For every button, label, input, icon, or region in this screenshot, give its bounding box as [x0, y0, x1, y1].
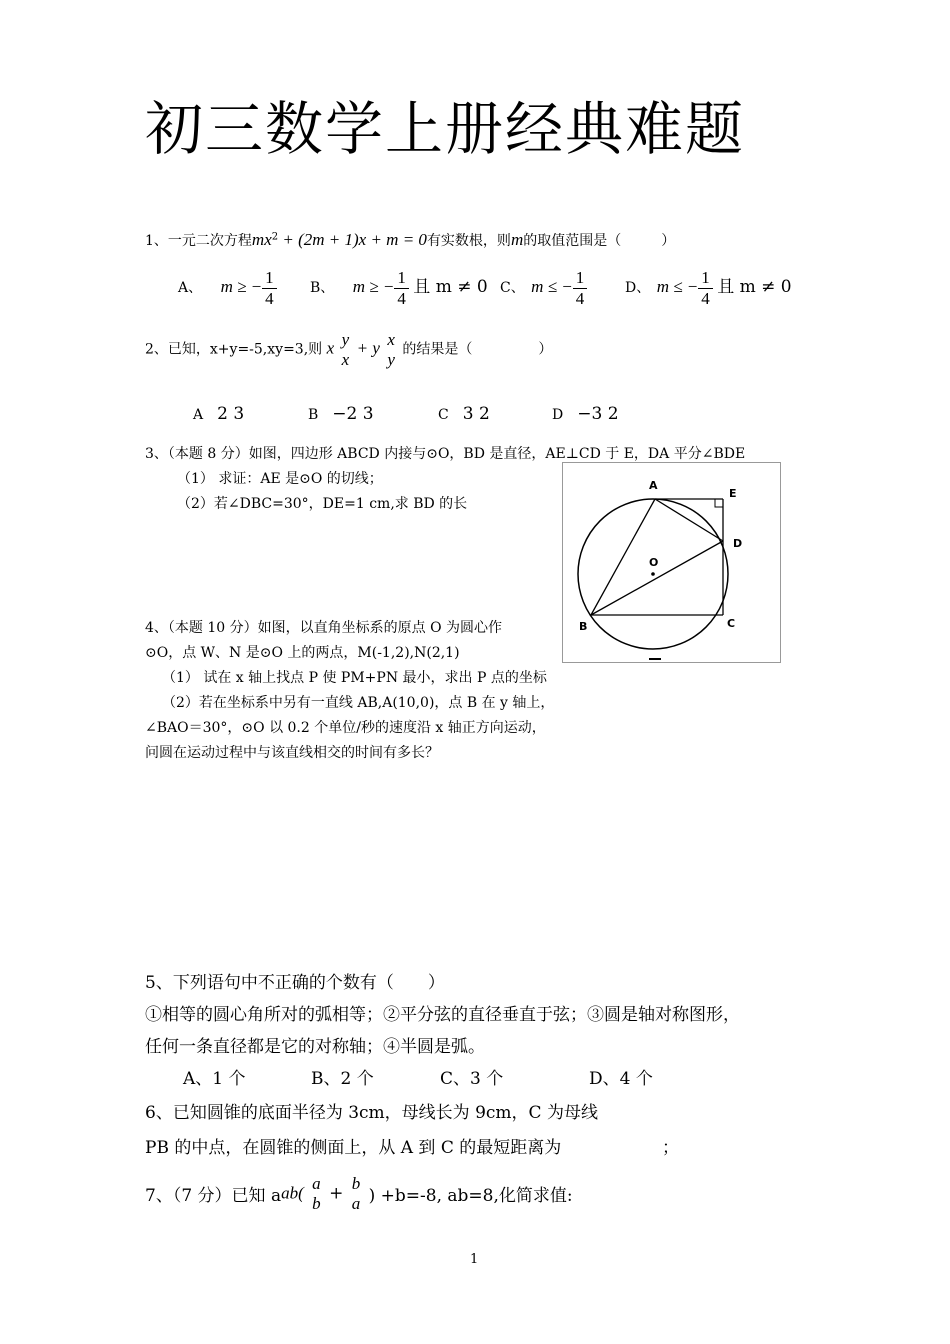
q1-opt-b-frac	[394, 268, 409, 308]
q1-opt-a-label: A、	[178, 280, 203, 297]
q2-frac1-num: y	[341, 330, 350, 349]
q2-frac2-den: y	[387, 349, 395, 369]
q1-eq-b: + (2m + 1)x + m = 0	[278, 230, 427, 249]
q1-opt-b-num: 1	[394, 268, 409, 289]
q1-opt-c-expr: m ≤ −	[531, 277, 573, 297]
q2-opt-b-label: B	[308, 407, 319, 423]
page-number: 1	[470, 1252, 479, 1267]
q7-frac2	[349, 1174, 364, 1213]
question-7	[145, 1174, 573, 1213]
page-title: 初三数学上册经典难题	[145, 95, 746, 163]
q1-eq-sup: 2	[271, 231, 279, 243]
q1-opt-c-frac	[573, 268, 588, 308]
circle-diagram	[563, 463, 780, 662]
q2-opt-d-label: D	[552, 407, 564, 423]
q1-option-b	[310, 268, 488, 308]
q4-line3: （1） 试在 x 轴上找点 P 使 PM+PN 最小，求出 P 点的坐标	[162, 670, 547, 686]
q2-x: x	[326, 338, 335, 358]
q2-opt-a-label: A	[193, 407, 204, 423]
q2-frac1	[339, 330, 353, 369]
label-e: E	[729, 487, 737, 500]
q2-prefix: 2、已知，x+y=-5,xy=3,则	[145, 341, 323, 358]
q1-option-d	[625, 268, 792, 308]
label-c: C	[727, 617, 736, 630]
q5-line2: ①相等的圆心角所对的弧相等；②平分弦的直径垂直于弦；③圆是轴对称图形，	[145, 1005, 740, 1025]
q1-opt-d-den: 4	[701, 288, 710, 308]
q1-opt-a-expr: m ≥ −	[220, 277, 263, 297]
q2-opt-a-value: 2 3	[217, 404, 245, 424]
q7-plus: +	[329, 1183, 344, 1204]
question-2	[145, 330, 552, 369]
q2-option-c	[438, 404, 490, 424]
q1-opt-d-extra: 且 m ≠ 0	[717, 277, 792, 298]
q6-line1: 6、已知圆锥的底面半径为 3cm，母线长为 9cm，C 为母线	[145, 1103, 598, 1123]
q2-frac1-den: x	[341, 349, 350, 369]
q3-line2: （1） 求证：AE 是⊙O 的切线；	[177, 471, 383, 487]
q2-option-a	[193, 404, 244, 424]
q2-opt-c-label: C	[438, 407, 449, 423]
q1-eq-a: mx	[251, 230, 272, 249]
q2-plus: + y	[356, 338, 380, 358]
geometry-figure	[562, 462, 781, 663]
q1-opt-d-num: 1	[698, 268, 713, 289]
q2-frac2-num: x	[387, 330, 395, 349]
q2-opt-b-value: −2 3	[332, 404, 374, 424]
q7-prefix: 7、（7 分）已知 a	[145, 1186, 282, 1207]
q2-option-b	[308, 404, 374, 424]
q1-close: ）	[661, 233, 676, 249]
q1-option-a	[178, 268, 277, 308]
q2-option-d	[552, 404, 619, 424]
q7-frac1-num: a	[312, 1174, 321, 1193]
q6-line2: PB 的中点，在圆锥的侧面上，从 A 到 C 的最短距离为	[145, 1138, 562, 1158]
q1-suffix: 有实数根，则	[426, 233, 511, 249]
center-dot	[651, 572, 655, 576]
right-angle-mark	[715, 499, 723, 507]
q7-frac1-den: b	[312, 1193, 321, 1213]
q1-opt-b-den: 4	[397, 288, 406, 308]
q1-opt-b-label: B、	[310, 280, 335, 297]
q1-suffix2: 的取值范围是（	[523, 233, 622, 249]
q1-prefix: 1、一元二次方程	[145, 233, 252, 249]
label-b: B	[579, 620, 588, 633]
label-o: O	[649, 556, 659, 569]
q1-opt-b-extra: 且 m ≠ 0	[413, 277, 488, 298]
q4-line6: 问圆在运动过程中与该直线相交的时间有多长？	[145, 745, 439, 761]
q2-frac2	[384, 330, 398, 369]
q7-frac2-den: a	[351, 1193, 361, 1213]
q5-line1: 5、下列语句中不正确的个数有（ ）	[145, 973, 445, 993]
question-1	[145, 230, 675, 250]
q1-opt-c-den: 4	[575, 288, 585, 308]
q3-line1: 3、（本题 8 分）如图，四边形 ABCD 内接与⊙O，BD 是直径，AE⊥CD 于 E，DA 平分∠BDE	[145, 446, 746, 462]
q7-suffix: ) +b=-8, ab=8,化简求值:	[368, 1186, 573, 1207]
q7-frac2-num: b	[351, 1174, 361, 1193]
q2-close: ）	[538, 341, 553, 358]
label-a: A	[649, 479, 658, 492]
q6-end: ；	[662, 1138, 679, 1158]
q4-line5: ∠BAO＝30°，⊙O 以 0.2 个单位/秒的速度沿 x 轴正方向运动，	[145, 720, 546, 736]
q1-opt-c-label: C、	[500, 280, 525, 297]
q1-var: m	[510, 230, 524, 249]
q7-ab: ab(	[281, 1183, 304, 1203]
q5-option-c: C、3 个	[440, 1069, 504, 1089]
q1-opt-c-num: 1	[573, 268, 588, 289]
q3-line3: （2）若∠DBC=30°，DE=1 cm,求 BD 的长	[177, 496, 468, 512]
q5-option-b: B、2 个	[311, 1069, 374, 1089]
q2-opt-c-value: 3 2	[462, 404, 490, 424]
segment-ad	[655, 499, 723, 541]
q2-opt-d-value: −3 2	[577, 404, 619, 424]
q1-opt-b-expr: m ≥ −	[352, 277, 395, 297]
q2-suffix: 的结果是（	[402, 341, 473, 358]
q1-opt-a-den: 4	[265, 288, 274, 308]
q1-option-c	[500, 268, 587, 308]
q4-line1: 4、（本题 10 分）如图，以直角坐标系的原点 O 为圆心作	[145, 620, 502, 636]
q7-frac1	[309, 1174, 324, 1213]
q5-line3: 任何一条直径都是它的对称轴；④半圆是弧。	[145, 1037, 485, 1057]
q5-option-a: A、1 个	[183, 1069, 246, 1089]
q1-opt-a-frac	[262, 268, 277, 308]
q1-opt-a-num: 1	[262, 268, 277, 289]
q5-option-d: D、4 个	[589, 1069, 653, 1089]
label-d: D	[733, 537, 743, 550]
q1-opt-d-label: D、	[625, 280, 651, 297]
q4-line4: （2）若在坐标系中另有一直线 AB,A(10,0)，点 B 在 y 轴上，	[162, 695, 555, 711]
q1-opt-d-expr: m ≤ −	[656, 277, 699, 297]
q4-line2: ⊙O，点 W、N 是⊙O 上的两点，M(-1,2),N(2,1)	[145, 645, 460, 661]
q1-opt-d-frac	[698, 268, 713, 308]
